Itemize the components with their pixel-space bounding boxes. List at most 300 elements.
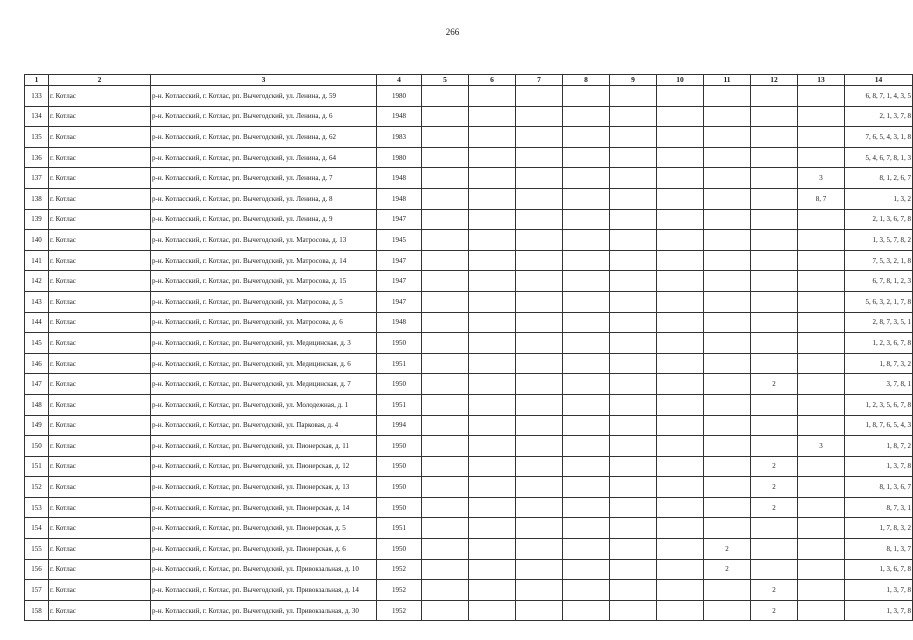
table-row (25, 415, 913, 436)
col13-cell (798, 271, 845, 292)
column-header: 13 (798, 75, 845, 86)
row-number-cell: 154 (25, 518, 49, 539)
col10-cell (657, 374, 704, 395)
table-row (25, 86, 913, 107)
col5-cell (422, 127, 469, 148)
col10-cell (657, 518, 704, 539)
col9-cell (610, 559, 657, 580)
table-row (25, 188, 913, 209)
col11-cell (704, 230, 751, 251)
table-row (25, 559, 913, 580)
col5-cell (422, 86, 469, 107)
col10-cell (657, 436, 704, 457)
col7-cell (516, 477, 563, 498)
city-cell: г. Котлас (49, 497, 151, 518)
city-cell: г. Котлас (49, 353, 151, 374)
col10-cell (657, 209, 704, 230)
col12-cell (751, 415, 798, 436)
col11-cell (704, 147, 751, 168)
address-cell: р-н. Котласский, г. Котлас, рп. Вычегодский, ул. Матросова, д. 5 (151, 291, 377, 312)
col9-cell (610, 250, 657, 271)
column-header: 12 (751, 75, 798, 86)
address-cell: р-н. Котласский, г. Котлас, рп. Вычегодский, ул. Привокзальная, д. 30 (151, 600, 377, 621)
col7-cell (516, 436, 563, 457)
row-number-cell: 133 (25, 86, 49, 107)
col11-cell (704, 580, 751, 601)
year-cell: 1945 (377, 230, 422, 251)
year-cell: 1952 (377, 580, 422, 601)
address-cell: р-н. Котласский, г. Котлас, рп. Вычегодский, ул. Пионерская, д. 6 (151, 539, 377, 560)
city-cell: г. Котлас (49, 188, 151, 209)
col14-cell: 3, 7, 8, 1 (845, 374, 913, 395)
col13-cell (798, 374, 845, 395)
address-cell: р-н. Котласский, г. Котлас, рп. Вычегодский, ул. Пионерская, д. 14 (151, 497, 377, 518)
year-cell: 1947 (377, 271, 422, 292)
col5-cell (422, 353, 469, 374)
col11-cell (704, 333, 751, 354)
col8-cell (563, 168, 610, 189)
col6-cell (469, 415, 516, 436)
col14-cell: 1, 3, 7, 8 (845, 456, 913, 477)
col6-cell (469, 559, 516, 580)
col5-cell (422, 106, 469, 127)
col7-cell (516, 539, 563, 560)
address-cell: р-н. Котласский, г. Котлас, рп. Вычегодский, ул. Привокзальная, д. 10 (151, 559, 377, 580)
table-row (25, 291, 913, 312)
address-cell: р-н. Котласский, г. Котлас, рп. Вычегодский, ул. Привокзальная, д. 14 (151, 580, 377, 601)
col11-cell (704, 291, 751, 312)
year-cell: 1950 (377, 477, 422, 498)
col10-cell (657, 456, 704, 477)
col10-cell (657, 230, 704, 251)
col11-cell (704, 497, 751, 518)
col14-cell: 1, 3, 7, 8 (845, 580, 913, 601)
col12-cell (751, 271, 798, 292)
col13-cell: 3 (798, 168, 845, 189)
col14-cell: 8, 1, 3, 6, 7 (845, 477, 913, 498)
address-cell: р-н. Котласский, г. Котлас, рп. Вычегодский, ул. Медицинская, д. 6 (151, 353, 377, 374)
col6-cell (469, 188, 516, 209)
col14-cell: 7, 5, 3, 2, 1, 8 (845, 250, 913, 271)
col13-cell (798, 312, 845, 333)
col8-cell (563, 312, 610, 333)
col14-cell: 8, 1, 3, 7 (845, 539, 913, 560)
col10-cell (657, 477, 704, 498)
col8-cell (563, 539, 610, 560)
table-row (25, 497, 913, 518)
column-header: 6 (469, 75, 516, 86)
city-cell: г. Котлас (49, 415, 151, 436)
table-row (25, 333, 913, 354)
table-row (25, 580, 913, 601)
col7-cell (516, 168, 563, 189)
col6-cell (469, 127, 516, 148)
year-cell: 1950 (377, 456, 422, 477)
row-number-cell: 142 (25, 271, 49, 292)
col10-cell (657, 106, 704, 127)
col10-cell (657, 333, 704, 354)
col9-cell (610, 580, 657, 601)
col5-cell (422, 230, 469, 251)
col5-cell (422, 374, 469, 395)
table-row (25, 477, 913, 498)
col14-cell: 1, 3, 7, 8 (845, 600, 913, 621)
address-cell: р-н. Котласский, г. Котлас, рп. Вычегодский, ул. Медицинская, д. 7 (151, 374, 377, 395)
col11-cell (704, 415, 751, 436)
column-header: 10 (657, 75, 704, 86)
column-header: 7 (516, 75, 563, 86)
col6-cell (469, 168, 516, 189)
col7-cell (516, 106, 563, 127)
table-row (25, 374, 913, 395)
address-cell: р-н. Котласский, г. Котлас, рп. Вычегодский, ул. Ленина, д. 8 (151, 188, 377, 209)
address-cell: р-н. Котласский, г. Котлас, рп. Вычегодский, ул. Ленина, д. 64 (151, 147, 377, 168)
col6-cell (469, 312, 516, 333)
column-header: 11 (704, 75, 751, 86)
col7-cell (516, 559, 563, 580)
address-cell: р-н. Котласский, г. Котлас, рп. Вычегодский, ул. Матросова, д. 13 (151, 230, 377, 251)
column-header: 4 (377, 75, 422, 86)
col5-cell (422, 333, 469, 354)
table-row (25, 456, 913, 477)
col5-cell (422, 456, 469, 477)
col14-cell: 2, 1, 3, 6, 7, 8 (845, 209, 913, 230)
col5-cell (422, 477, 469, 498)
col8-cell (563, 353, 610, 374)
col12-cell (751, 168, 798, 189)
col12-cell: 2 (751, 600, 798, 621)
col9-cell (610, 539, 657, 560)
col7-cell (516, 456, 563, 477)
table-row (25, 250, 913, 271)
col8-cell (563, 518, 610, 539)
col12-cell (751, 188, 798, 209)
col12-cell (751, 147, 798, 168)
row-number-cell: 151 (25, 456, 49, 477)
year-cell: 1950 (377, 374, 422, 395)
city-cell: г. Котлас (49, 333, 151, 354)
col12-cell (751, 518, 798, 539)
col13-cell: 8, 7 (798, 188, 845, 209)
col9-cell (610, 497, 657, 518)
table-row (25, 230, 913, 251)
city-cell: г. Котлас (49, 312, 151, 333)
col7-cell (516, 497, 563, 518)
city-cell: г. Котлас (49, 559, 151, 580)
col6-cell (469, 374, 516, 395)
col9-cell (610, 456, 657, 477)
year-cell: 1952 (377, 559, 422, 580)
col11-cell (704, 456, 751, 477)
col5-cell (422, 291, 469, 312)
col12-cell: 2 (751, 456, 798, 477)
col8-cell (563, 374, 610, 395)
col9-cell (610, 209, 657, 230)
col6-cell (469, 271, 516, 292)
col14-cell: 1, 3, 5, 7, 8, 2 (845, 230, 913, 251)
col5-cell (422, 394, 469, 415)
year-cell: 1947 (377, 209, 422, 230)
col6-cell (469, 291, 516, 312)
col5-cell (422, 600, 469, 621)
col6-cell (469, 353, 516, 374)
col12-cell (751, 230, 798, 251)
col14-cell: 1, 2, 3, 5, 6, 7, 8 (845, 394, 913, 415)
year-cell: 1980 (377, 147, 422, 168)
row-number-cell: 143 (25, 291, 49, 312)
col13-cell (798, 580, 845, 601)
year-cell: 1983 (377, 127, 422, 148)
city-cell: г. Котлас (49, 147, 151, 168)
city-cell: г. Котлас (49, 477, 151, 498)
col9-cell (610, 415, 657, 436)
col6-cell (469, 250, 516, 271)
col10-cell (657, 86, 704, 107)
col8-cell (563, 127, 610, 148)
row-number-cell: 153 (25, 497, 49, 518)
col14-cell: 1, 8, 7, 3, 2 (845, 353, 913, 374)
col8-cell (563, 86, 610, 107)
address-cell: р-н. Котласский, г. Котлас, рп. Вычегодский, ул. Пионерская, д. 13 (151, 477, 377, 498)
col6-cell (469, 580, 516, 601)
col13-cell (798, 456, 845, 477)
address-cell: р-н. Котласский, г. Котлас, рп. Вычегодский, ул. Молодежная, д. 1 (151, 394, 377, 415)
col14-cell: 8, 7, 3, 1 (845, 497, 913, 518)
col12-cell: 2 (751, 497, 798, 518)
address-cell: р-н. Котласский, г. Котлас, рп. Вычегодский, ул. Ленина, д. 62 (151, 127, 377, 148)
col7-cell (516, 580, 563, 601)
col12-cell (751, 394, 798, 415)
col5-cell (422, 415, 469, 436)
year-cell: 1950 (377, 497, 422, 518)
city-cell: г. Котлас (49, 374, 151, 395)
table-row (25, 271, 913, 292)
col10-cell (657, 539, 704, 560)
col6-cell (469, 539, 516, 560)
city-cell: г. Котлас (49, 436, 151, 457)
col5-cell (422, 580, 469, 601)
col13-cell: 3 (798, 436, 845, 457)
col7-cell (516, 188, 563, 209)
row-number-cell: 135 (25, 127, 49, 148)
table-row (25, 394, 913, 415)
city-cell: г. Котлас (49, 456, 151, 477)
col13-cell (798, 250, 845, 271)
col8-cell (563, 559, 610, 580)
col5-cell (422, 147, 469, 168)
col13-cell (798, 291, 845, 312)
col14-cell: 5, 4, 6, 7, 8, 1, 3 (845, 147, 913, 168)
col13-cell (798, 127, 845, 148)
col9-cell (610, 333, 657, 354)
col7-cell (516, 127, 563, 148)
col8-cell (563, 477, 610, 498)
col8-cell (563, 394, 610, 415)
row-number-cell: 152 (25, 477, 49, 498)
address-cell: р-н. Котласский, г. Котлас, рп. Вычегодский, ул. Ленина, д. 9 (151, 209, 377, 230)
city-cell: г. Котлас (49, 271, 151, 292)
table-row (25, 539, 913, 560)
col10-cell (657, 353, 704, 374)
row-number-cell: 140 (25, 230, 49, 251)
header-row (25, 75, 913, 86)
col5-cell (422, 436, 469, 457)
row-number-cell: 146 (25, 353, 49, 374)
address-cell: р-н. Котласский, г. Котлас, рп. Вычегодский, ул. Ленина, д. 59 (151, 86, 377, 107)
col8-cell (563, 600, 610, 621)
col14-cell: 1, 3, 2 (845, 188, 913, 209)
col5-cell (422, 559, 469, 580)
col12-cell: 2 (751, 580, 798, 601)
col10-cell (657, 497, 704, 518)
col10-cell (657, 415, 704, 436)
year-cell: 1948 (377, 312, 422, 333)
col12-cell (751, 559, 798, 580)
col9-cell (610, 477, 657, 498)
col14-cell: 5, 6, 3, 2, 1, 7, 8 (845, 291, 913, 312)
col9-cell (610, 127, 657, 148)
col13-cell (798, 497, 845, 518)
col7-cell (516, 147, 563, 168)
col5-cell (422, 312, 469, 333)
col13-cell (798, 518, 845, 539)
col14-cell: 1, 8, 7, 2 (845, 436, 913, 457)
col13-cell (798, 106, 845, 127)
col11-cell (704, 127, 751, 148)
col9-cell (610, 394, 657, 415)
col7-cell (516, 230, 563, 251)
col11-cell (704, 312, 751, 333)
col12-cell (751, 291, 798, 312)
col9-cell (610, 518, 657, 539)
col7-cell (516, 271, 563, 292)
col13-cell (798, 394, 845, 415)
year-cell: 1947 (377, 250, 422, 271)
col10-cell (657, 250, 704, 271)
col7-cell (516, 312, 563, 333)
address-cell: р-н. Котласский, г. Котлас, рп. Вычегодский, ул. Пионерская, д. 5 (151, 518, 377, 539)
row-number-cell: 139 (25, 209, 49, 230)
col13-cell (798, 230, 845, 251)
row-number-cell: 136 (25, 147, 49, 168)
address-cell: р-н. Котласский, г. Котлас, рп. Вычегодский, ул. Матросова, д. 15 (151, 271, 377, 292)
col6-cell (469, 86, 516, 107)
col14-cell: 6, 7, 8, 1, 2, 3 (845, 271, 913, 292)
col9-cell (610, 312, 657, 333)
year-cell: 1947 (377, 291, 422, 312)
col10-cell (657, 291, 704, 312)
col5-cell (422, 271, 469, 292)
address-cell: р-н. Котласский, г. Котлас, рп. Вычегодский, ул. Ленина, д. 7 (151, 168, 377, 189)
col12-cell (751, 86, 798, 107)
row-number-cell: 157 (25, 580, 49, 601)
col7-cell (516, 394, 563, 415)
row-number-cell: 134 (25, 106, 49, 127)
year-cell: 1950 (377, 333, 422, 354)
col7-cell (516, 86, 563, 107)
year-cell: 1948 (377, 106, 422, 127)
address-cell: р-н. Котласский, г. Котлас, рп. Вычегодский, ул. Пионерская, д. 12 (151, 456, 377, 477)
address-cell: р-н. Котласский, г. Котлас, рп. Вычегодский, ул. Матросова, д. 14 (151, 250, 377, 271)
col13-cell (798, 353, 845, 374)
col5-cell (422, 518, 469, 539)
column-header: 2 (49, 75, 151, 86)
col13-cell (798, 86, 845, 107)
year-cell: 1994 (377, 415, 422, 436)
col7-cell (516, 518, 563, 539)
col11-cell (704, 374, 751, 395)
city-cell: г. Котлас (49, 106, 151, 127)
col11-cell (704, 436, 751, 457)
col6-cell (469, 600, 516, 621)
col6-cell (469, 477, 516, 498)
col7-cell (516, 374, 563, 395)
address-cell: р-н. Котласский, г. Котлас, рп. Вычегодский, ул. Пионерская, д. 11 (151, 436, 377, 457)
table-row (25, 600, 913, 621)
col8-cell (563, 436, 610, 457)
row-number-cell: 141 (25, 250, 49, 271)
col9-cell (610, 147, 657, 168)
address-cell: р-н. Котласский, г. Котлас, рп. Вычегодский, ул. Медицинская, д. 3 (151, 333, 377, 354)
city-cell: г. Котлас (49, 250, 151, 271)
table-row (25, 127, 913, 148)
row-number-cell: 147 (25, 374, 49, 395)
year-cell: 1951 (377, 518, 422, 539)
col11-cell (704, 477, 751, 498)
col10-cell (657, 147, 704, 168)
table-row (25, 312, 913, 333)
col8-cell (563, 250, 610, 271)
col8-cell (563, 333, 610, 354)
col8-cell (563, 188, 610, 209)
row-number-cell: 156 (25, 559, 49, 580)
col14-cell: 1, 8, 7, 6, 5, 4, 3 (845, 415, 913, 436)
col13-cell (798, 147, 845, 168)
col7-cell (516, 415, 563, 436)
col8-cell (563, 230, 610, 251)
col14-cell: 1, 2, 3, 6, 7, 8 (845, 333, 913, 354)
col12-cell (751, 127, 798, 148)
address-cell: р-н. Котласский, г. Котлас, рп. Вычегодский, ул. Матросова, д. 6 (151, 312, 377, 333)
col11-cell (704, 86, 751, 107)
col7-cell (516, 209, 563, 230)
row-number-cell: 145 (25, 333, 49, 354)
col11-cell: 2 (704, 559, 751, 580)
col12-cell: 2 (751, 477, 798, 498)
col11-cell (704, 271, 751, 292)
row-number-cell: 137 (25, 168, 49, 189)
col8-cell (563, 456, 610, 477)
col12-cell (751, 106, 798, 127)
row-number-cell: 150 (25, 436, 49, 457)
column-header: 9 (610, 75, 657, 86)
col8-cell (563, 291, 610, 312)
column-header: 3 (151, 75, 377, 86)
address-cell: р-н. Котласский, г. Котлас, рп. Вычегодский, ул. Ленина, д. 6 (151, 106, 377, 127)
column-header: 8 (563, 75, 610, 86)
col10-cell (657, 188, 704, 209)
column-header: 14 (845, 75, 913, 86)
col11-cell (704, 209, 751, 230)
col8-cell (563, 209, 610, 230)
page-number: 266 (445, 27, 460, 37)
col9-cell (610, 436, 657, 457)
col14-cell: 6, 8, 7, 1, 4, 3, 5 (845, 86, 913, 107)
table-body (25, 86, 913, 621)
col10-cell (657, 580, 704, 601)
col11-cell (704, 168, 751, 189)
col11-cell (704, 394, 751, 415)
